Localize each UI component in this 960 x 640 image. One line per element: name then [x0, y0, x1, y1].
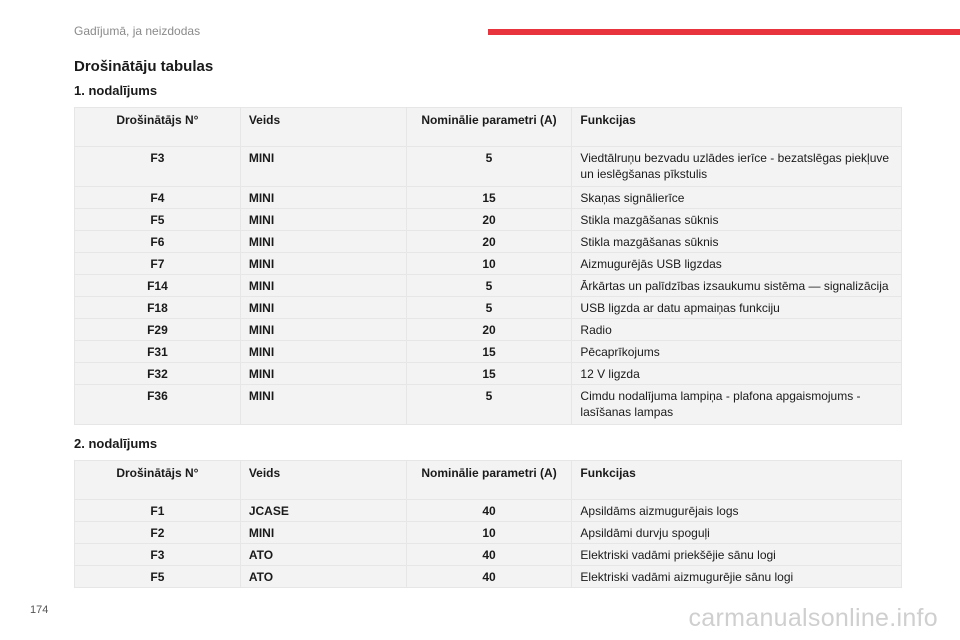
cell-function: Skaņas signālierīce — [572, 187, 902, 209]
watermark: carmanualsonline.info — [688, 604, 938, 632]
cell-function: Elektriski vadāmi priekšējie sānu logi — [572, 544, 902, 566]
cell-function: Aizmugurējās USB ligzdas — [572, 253, 902, 275]
cell-fuse-no: F3 — [75, 147, 241, 187]
cell-type: MINI — [240, 385, 406, 425]
header-fuse-no: Drošinātājs N° — [75, 461, 241, 500]
cell-rating: 40 — [406, 566, 572, 588]
cell-fuse-no: F31 — [75, 341, 241, 363]
section2-title: 2. nodalījums — [74, 436, 158, 451]
chapter-accent-bar — [488, 29, 960, 35]
cell-rating: 40 — [406, 500, 572, 522]
page-title: Drošinātāju tabulas — [74, 58, 214, 75]
cell-function: Apsildāms aizmugurējais logs — [572, 500, 902, 522]
cell-fuse-no: F1 — [75, 500, 241, 522]
table-row — [75, 544, 902, 566]
cell-fuse-no: F7 — [75, 253, 241, 275]
table-body-2 — [75, 500, 902, 588]
cell-function: 12 V ligzda — [572, 363, 902, 385]
cell-fuse-no: F4 — [75, 187, 241, 209]
table-row — [75, 187, 902, 209]
table-row — [75, 209, 902, 231]
cell-function: Cimdu nodalījuma lampiņa - plafona apgaismojums - lasīšanas lampas — [572, 385, 902, 425]
table-header-row — [75, 461, 902, 500]
table-row — [75, 147, 902, 187]
table-row — [75, 500, 902, 522]
section1-title: 1. nodalījums — [74, 83, 158, 98]
cell-type: MINI — [240, 209, 406, 231]
table-row — [75, 385, 902, 425]
cell-rating: 10 — [406, 253, 572, 275]
table-row — [75, 253, 902, 275]
chapter-title: Gadījumā, ja neizdodas — [74, 24, 201, 38]
header-function: Funkcijas — [572, 461, 902, 500]
cell-fuse-no: F36 — [75, 385, 241, 425]
table-row — [75, 341, 902, 363]
table-body-1 — [75, 147, 902, 425]
cell-type: MINI — [240, 253, 406, 275]
cell-rating: 40 — [406, 544, 572, 566]
cell-function: Radio — [572, 319, 902, 341]
cell-function: Elektriski vadāmi aizmugurējie sānu logi — [572, 566, 902, 588]
table-header-row — [75, 108, 902, 147]
header-function: Funkcijas — [572, 108, 902, 147]
cell-function: Viedtālruņu bezvadu uzlādes ierīce - bezatslēgas piekļuve un ieslēgšanas pīkstulis — [572, 147, 902, 187]
cell-rating: 20 — [406, 319, 572, 341]
table-row — [75, 297, 902, 319]
cell-fuse-no: F18 — [75, 297, 241, 319]
header-rating: Nominālie parametri (A) — [406, 108, 572, 147]
cell-function: USB ligzda ar datu apmaiņas funkciju — [572, 297, 902, 319]
cell-fuse-no: F5 — [75, 209, 241, 231]
cell-fuse-no: F6 — [75, 231, 241, 253]
cell-function: Stikla mazgāšanas sūknis — [572, 231, 902, 253]
cell-rating: 10 — [406, 522, 572, 544]
table-row — [75, 275, 902, 297]
cell-rating: 15 — [406, 341, 572, 363]
cell-rating: 5 — [406, 385, 572, 425]
cell-type: MINI — [240, 187, 406, 209]
cell-rating: 20 — [406, 231, 572, 253]
header-rating: Nominālie parametri (A) — [406, 461, 572, 500]
cell-function: Apsildāmi durvju spoguļi — [572, 522, 902, 544]
cell-fuse-no: F2 — [75, 522, 241, 544]
cell-type: MINI — [240, 319, 406, 341]
table-row — [75, 566, 902, 588]
cell-rating: 15 — [406, 363, 572, 385]
cell-function: Pēcaprīkojums — [572, 341, 902, 363]
header-type: Veids — [240, 461, 406, 500]
cell-rating: 5 — [406, 275, 572, 297]
cell-type: MINI — [240, 231, 406, 253]
cell-fuse-no: F29 — [75, 319, 241, 341]
table-row — [75, 231, 902, 253]
cell-type: MINI — [240, 522, 406, 544]
cell-type: MINI — [240, 147, 406, 187]
cell-type: MINI — [240, 297, 406, 319]
cell-fuse-no: F14 — [75, 275, 241, 297]
cell-type: MINI — [240, 275, 406, 297]
cell-fuse-no: F3 — [75, 544, 241, 566]
cell-rating: 15 — [406, 187, 572, 209]
header-fuse-no: Drošinātājs N° — [75, 108, 241, 147]
cell-function: Stikla mazgāšanas sūknis — [572, 209, 902, 231]
page-number: 174 — [30, 604, 49, 616]
cell-fuse-no: F5 — [75, 566, 241, 588]
table-row — [75, 363, 902, 385]
cell-rating: 20 — [406, 209, 572, 231]
cell-type: JCASE — [240, 500, 406, 522]
cell-type: ATO — [240, 544, 406, 566]
header-type: Veids — [240, 108, 406, 147]
cell-type: MINI — [240, 363, 406, 385]
fuse-table-1 — [74, 107, 902, 425]
cell-type: ATO — [240, 566, 406, 588]
table-row — [75, 522, 902, 544]
cell-function: Ārkārtas un palīdzības izsaukumu sistēma — signalizācija — [572, 275, 902, 297]
cell-rating: 5 — [406, 147, 572, 187]
cell-rating: 5 — [406, 297, 572, 319]
fuse-table-2 — [74, 460, 902, 588]
table-row — [75, 319, 902, 341]
cell-fuse-no: F32 — [75, 363, 241, 385]
cell-type: MINI — [240, 341, 406, 363]
